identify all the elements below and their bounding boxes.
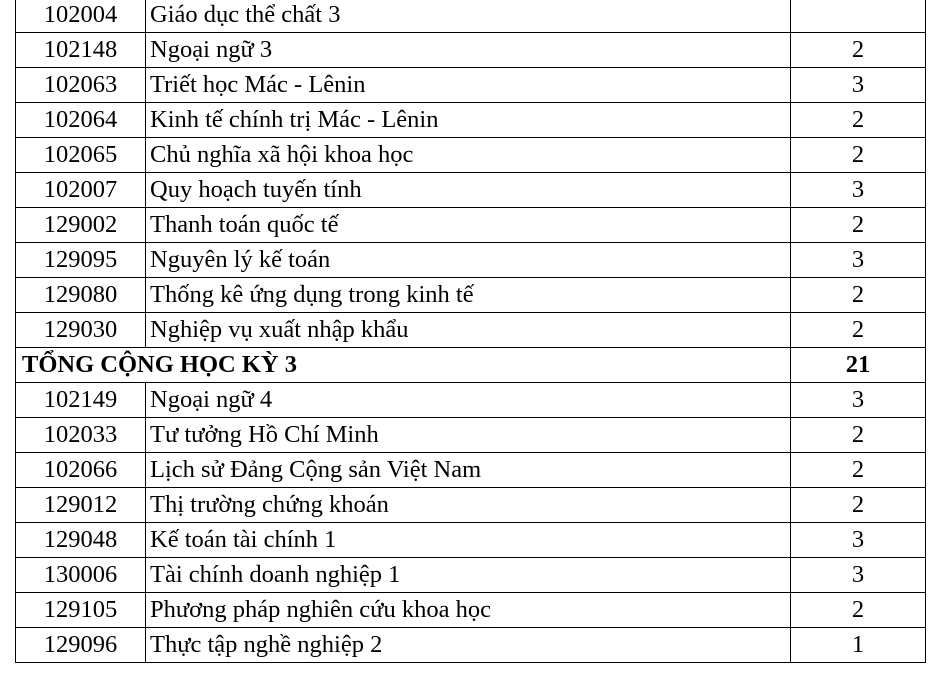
table-row [16, 68, 926, 103]
course-credits-cell: 2 [791, 593, 926, 628]
table-row [16, 173, 926, 208]
course-code-cell: 129030 [16, 313, 146, 348]
curriculum-table-body [16, 0, 926, 663]
semester-total-credits: 21 [791, 348, 926, 383]
table-row [16, 628, 926, 663]
course-code-cell: 102063 [16, 68, 146, 103]
course-code-cell: 129080 [16, 278, 146, 313]
course-code-cell: 102148 [16, 33, 146, 68]
course-code-cell: 130006 [16, 558, 146, 593]
course-credits-cell: 3 [791, 558, 926, 593]
course-code-cell: 129012 [16, 488, 146, 523]
course-credits-cell: 2 [791, 418, 926, 453]
course-name-cell: Kế toán tài chính 1 [146, 523, 791, 558]
table-row [16, 208, 926, 243]
course-credits-cell: 2 [791, 313, 926, 348]
table-row [16, 453, 926, 488]
course-name-cell: Ngoại ngữ 4 [146, 383, 791, 418]
course-credits-cell: 2 [791, 208, 926, 243]
course-name-cell: Lịch sử Đảng Cộng sản Việt Nam [146, 453, 791, 488]
course-name-cell: Thống kê ứng dụng trong kinh tế [146, 278, 791, 313]
course-code-cell: 102033 [16, 418, 146, 453]
course-name-cell: Kinh tế chính trị Mác - Lênin [146, 103, 791, 138]
course-credits-cell: 1 [791, 628, 926, 663]
table-row-summary [16, 348, 926, 383]
course-credits-cell: 3 [791, 173, 926, 208]
course-name-cell: Nghiệp vụ xuất nhập khẩu [146, 313, 791, 348]
course-credits-cell: 2 [791, 138, 926, 173]
course-code-cell: 102007 [16, 173, 146, 208]
course-code-cell: 102064 [16, 103, 146, 138]
course-name-cell: Thanh toán quốc tế [146, 208, 791, 243]
curriculum-table [15, 0, 926, 663]
table-row [16, 278, 926, 313]
table-row [16, 138, 926, 173]
course-name-cell: Triết học Mác - Lênin [146, 68, 791, 103]
course-name-cell: Chủ nghĩa xã hội khoa học [146, 138, 791, 173]
table-row [16, 0, 926, 33]
course-code-cell: 129095 [16, 243, 146, 278]
table-row [16, 558, 926, 593]
table-row [16, 418, 926, 453]
course-name-cell: Nguyên lý kế toán [146, 243, 791, 278]
course-credits-cell: 2 [791, 488, 926, 523]
course-code-cell: 129096 [16, 628, 146, 663]
table-row [16, 243, 926, 278]
table-row [16, 103, 926, 138]
course-credits-cell: 3 [791, 383, 926, 418]
course-credits-cell: 3 [791, 523, 926, 558]
course-credits-cell: 2 [791, 33, 926, 68]
table-row [16, 383, 926, 418]
course-code-cell: 102066 [16, 453, 146, 488]
course-name-cell: Giáo dục thể chất 3 [146, 0, 791, 33]
course-code-cell: 129105 [16, 593, 146, 628]
course-name-cell: Phương pháp nghiên cứu khoa học [146, 593, 791, 628]
course-credits-cell: 2 [791, 278, 926, 313]
course-code-cell: 102004 [16, 0, 146, 33]
table-row [16, 523, 926, 558]
course-credits-cell: 3 [791, 243, 926, 278]
course-code-cell: 102149 [16, 383, 146, 418]
table-row [16, 313, 926, 348]
course-name-cell: Quy hoạch tuyến tính [146, 173, 791, 208]
semester-total-label: TỔNG CỘNG HỌC KỲ 3 [16, 348, 791, 383]
course-name-cell: Tư tưởng Hồ Chí Minh [146, 418, 791, 453]
course-name-cell: Tài chính doanh nghiệp 1 [146, 558, 791, 593]
course-credits-cell: 2 [791, 103, 926, 138]
course-code-cell: 129048 [16, 523, 146, 558]
table-row [16, 488, 926, 523]
course-name-cell: Ngoại ngữ 3 [146, 33, 791, 68]
course-code-cell: 129002 [16, 208, 146, 243]
course-credits-cell: 3 [791, 68, 926, 103]
course-code-cell: 102065 [16, 138, 146, 173]
table-row [16, 33, 926, 68]
course-credits-cell [791, 0, 926, 33]
course-name-cell: Thực tập nghề nghiệp 2 [146, 628, 791, 663]
course-credits-cell: 2 [791, 453, 926, 488]
course-name-cell: Thị trường chứng khoán [146, 488, 791, 523]
table-row [16, 593, 926, 628]
